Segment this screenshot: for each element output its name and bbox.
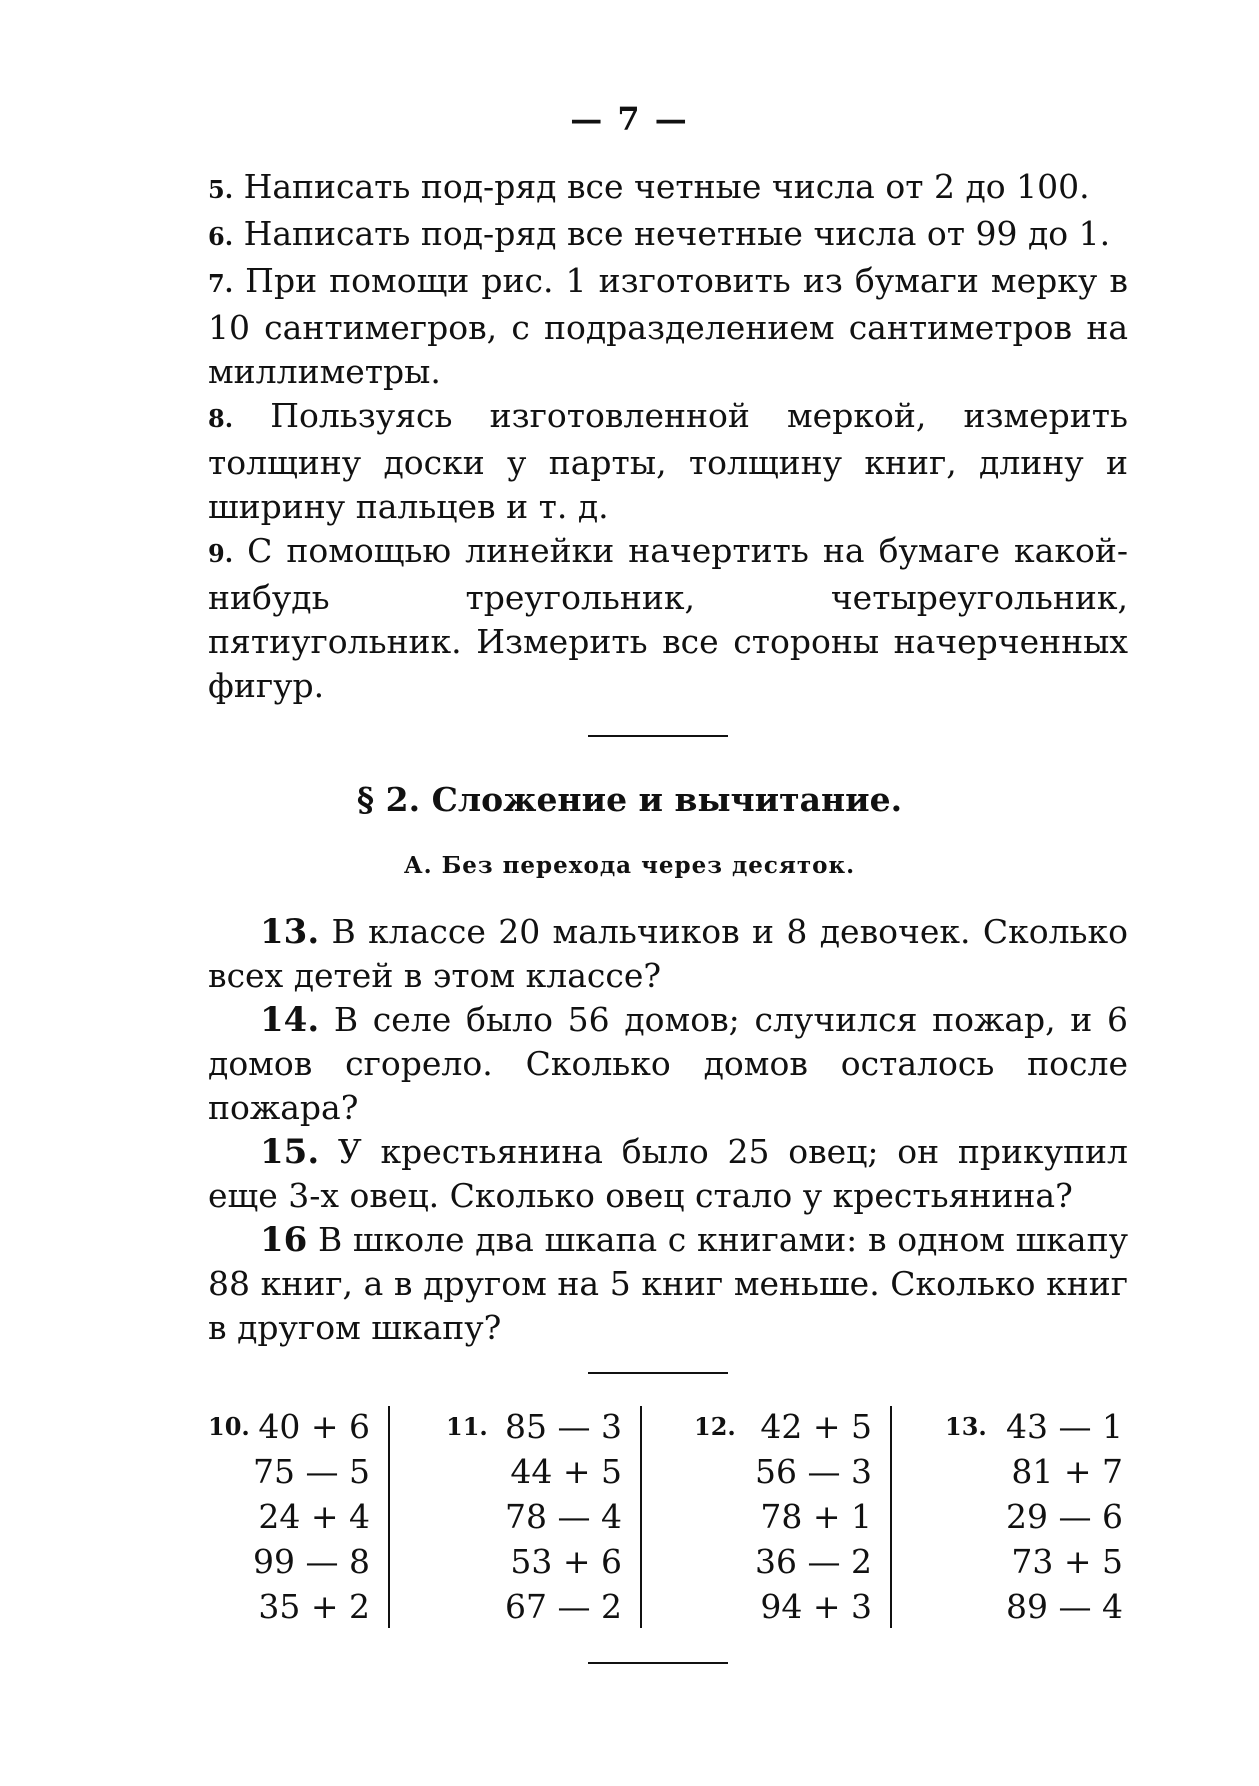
- exercise-item: [208, 259, 1128, 394]
- drill-expression: 99 — 8: [253, 1542, 370, 1581]
- problem-text: У крестьянина было 25 овец; он прикупил еще 3-х овец. Сколько овец стало у крестьянина?: [208, 1132, 1128, 1215]
- exercise-item: [208, 394, 1128, 529]
- problem-text: В классе 20 мальчиков и 8 девочек. Сколько всех детей в этом классе?: [208, 912, 1128, 995]
- drill-column: [694, 1404, 872, 1626]
- drill-expression: 43 — 1: [1006, 1407, 1123, 1446]
- drill-number: 13.: [945, 1412, 987, 1441]
- drill-number: 11.: [446, 1412, 488, 1441]
- problem-item: [208, 1218, 1128, 1350]
- exercise-number: 7.: [208, 269, 234, 298]
- problem-number: 16: [260, 1220, 308, 1260]
- problem-number: 13.: [260, 912, 320, 952]
- drill-column: [945, 1404, 1123, 1626]
- section-divider: [588, 1372, 728, 1374]
- column-divider: [640, 1406, 642, 1628]
- problem-number: 14.: [260, 1000, 320, 1040]
- drill-expression: 29 — 6: [1006, 1497, 1123, 1536]
- problem-list: [208, 910, 1128, 1350]
- drill-expression: 81 + 7: [1011, 1452, 1123, 1491]
- exercise-text: При помощи рис. 1 изготовить из бумаги мерку в 10 сантимегров, с подразделением сантиметров на миллиметры.: [208, 261, 1128, 391]
- page-number: — 7 —: [570, 100, 689, 138]
- drill-expressions: [505, 1404, 622, 1629]
- drill-column: [446, 1404, 622, 1626]
- drill-expressions: [755, 1404, 872, 1629]
- drill-expression: 89 — 4: [1006, 1587, 1123, 1626]
- exercise-number: 8.: [208, 404, 234, 433]
- problem-text: В школе два шкапа с книгами: в одном шкапу 88 книг, а в другом на 5 книг меньше. Сколько книг в другом шкапу?: [208, 1220, 1128, 1347]
- exercise-number: 9.: [208, 539, 234, 568]
- column-divider: [388, 1406, 390, 1628]
- drill-expression: 75 — 5: [253, 1452, 370, 1491]
- drill-expression: 78 — 4: [505, 1497, 622, 1536]
- problem-item: [208, 1130, 1128, 1218]
- drill-expression: 67 — 2: [505, 1587, 622, 1626]
- column-divider: [890, 1406, 892, 1628]
- drill-expressions: [253, 1404, 370, 1629]
- drill-expression: 35 + 2: [258, 1587, 370, 1626]
- drill-expression: 42 + 5: [760, 1407, 872, 1446]
- drill-expression: 36 — 2: [755, 1542, 872, 1581]
- problem-number: 15.: [260, 1132, 320, 1172]
- exercise-number: 6.: [208, 222, 234, 251]
- section-divider: [588, 1662, 728, 1664]
- exercise-item: [208, 165, 1128, 212]
- exercise-item: [208, 212, 1128, 259]
- drill-number: 10.: [208, 1412, 250, 1441]
- exercise-text: Написать под-ряд все четные числа от 2 до 100.: [243, 167, 1090, 206]
- exercise-text: С помощью линейки начертить на бумаге какой-нибудь треугольник, четыреугольник, пятиугольник. Измерить все стороны начерченных фигур.: [208, 531, 1128, 705]
- exercise-item: [208, 529, 1128, 708]
- problem-item: [208, 910, 1128, 998]
- drill-number: 12.: [694, 1412, 736, 1441]
- section-title: § 2. Сложение и вычитание.: [356, 780, 903, 819]
- problem-text: В селе было 56 домов; случился пожар, и 6 домов сгорело. Сколько домов осталось после пожара?: [208, 1000, 1128, 1127]
- exercise-text: Пользуясь изготовленной меркой, измерить толщину доски у парты, толщину книг, длину и ширину пальцев и т. д.: [208, 396, 1128, 526]
- exercise-text: Написать под-ряд все нечетные числа от 99 до 1.: [243, 214, 1111, 253]
- problem-item: [208, 998, 1128, 1130]
- drill-expression: 24 + 4: [258, 1497, 370, 1536]
- exercise-list-top: [208, 165, 1128, 708]
- drill-column: [208, 1404, 370, 1626]
- exercise-number: 5.: [208, 175, 234, 204]
- drill-expression: 56 — 3: [755, 1452, 872, 1491]
- drill-expression: 94 + 3: [760, 1587, 872, 1626]
- drill-expression: 85 — 3: [505, 1407, 622, 1446]
- drill-expression: 40 + 6: [258, 1407, 370, 1446]
- drill-expression: 44 + 5: [510, 1452, 622, 1491]
- drill-expression: 73 + 5: [1011, 1542, 1123, 1581]
- drill-expression: 78 + 1: [760, 1497, 872, 1536]
- subsection-title: А. Без перехода через десяток.: [403, 852, 856, 879]
- drill-expression: 53 + 6: [510, 1542, 622, 1581]
- section-divider: [588, 735, 728, 737]
- drill-expressions: [1006, 1404, 1123, 1629]
